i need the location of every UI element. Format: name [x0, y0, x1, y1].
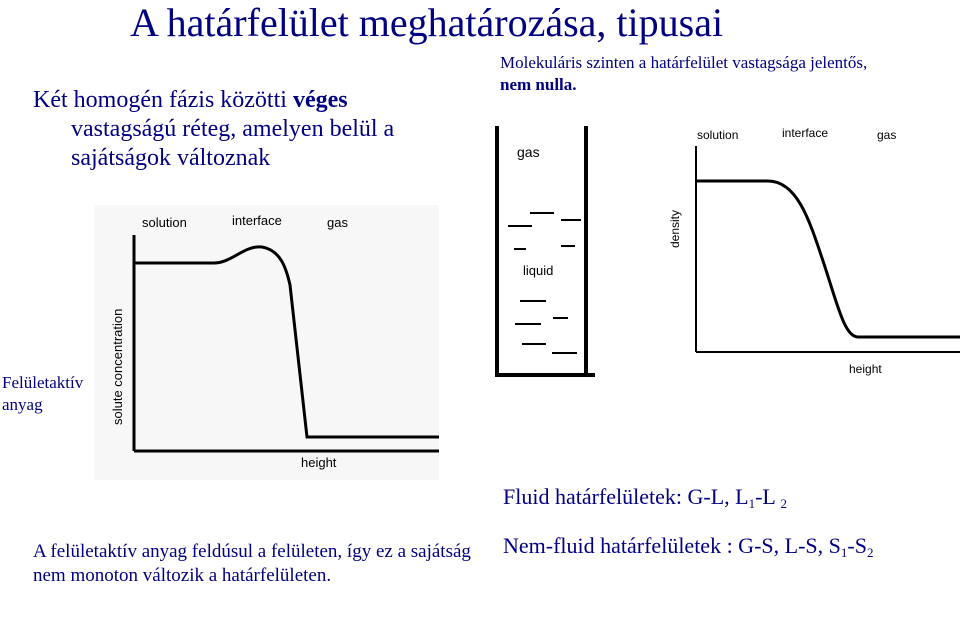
definition-text	[33, 86, 394, 173]
beaker-walls	[497, 126, 595, 375]
plot-label-gas: gas	[877, 128, 897, 142]
plot-background	[94, 205, 439, 480]
molecular-note-line-2	[500, 74, 867, 96]
molecular-note-bold: nem nulla.	[500, 75, 577, 94]
nonfluid-subscript-1: 1	[840, 545, 848, 560]
beaker-gas-label: gas	[517, 144, 540, 160]
molecular-note-line-1: Molekuláris szinten a határfelület vastagsága jelentős,	[500, 53, 868, 72]
definition-bold-word: véges	[292, 87, 348, 113]
plot-label-interface: interface	[232, 213, 282, 228]
plot-y-label: density	[668, 209, 682, 248]
plot-label-solution: solution	[142, 215, 187, 230]
beaker-liquid-label: liquid	[523, 263, 554, 278]
molecular-note	[500, 52, 867, 96]
solute-concentration-plot	[94, 205, 439, 480]
definition-line-2: vastagságú réteg, amelyen belül a	[71, 116, 395, 142]
surfactant-caption: A felületaktív anyag feldúsul a felületen, így ez a sajátság nem monoton változik a határfelületen.	[33, 541, 471, 586]
definition-line-3: sajátságok változnak	[71, 145, 271, 171]
fluid-subscript-1: 1	[748, 496, 756, 511]
nonfluid-subscript-2: 2	[866, 545, 874, 560]
density-plot	[660, 122, 960, 384]
density-curve	[696, 181, 960, 337]
surfactant-label-line-2: anyag	[2, 395, 43, 414]
plot-y-label: solute concentration	[110, 308, 125, 425]
plot-x-label: height	[301, 455, 337, 470]
fluid-subscript-2: 2	[780, 496, 788, 511]
fluid-mid: -L	[755, 484, 781, 509]
page-title: A határfelület meghatározása, tipusai	[130, 0, 724, 45]
definition-line-1-text: Két homogén fázis közötti	[33, 87, 293, 113]
nonfluid-mid: -S	[847, 533, 867, 558]
nonfluid-label: Nem-fluid határfelületek : G-S, L-S, S	[503, 533, 841, 558]
fluid-label: Fluid határfelületek: G-L, L	[503, 484, 749, 509]
surfactant-label-line-1: Felületaktív	[2, 373, 84, 392]
definition-line-1	[33, 86, 394, 115]
plot-label-interface: interface	[782, 126, 829, 140]
nonfluid-interfaces-text	[503, 533, 873, 561]
surfactant-label	[2, 372, 83, 416]
plot-label-gas: gas	[327, 215, 348, 230]
plot-x-label: height	[849, 362, 882, 376]
fluid-interfaces-text	[503, 484, 787, 512]
beaker-diagram	[490, 120, 605, 382]
plot-label-solution: solution	[697, 128, 739, 142]
